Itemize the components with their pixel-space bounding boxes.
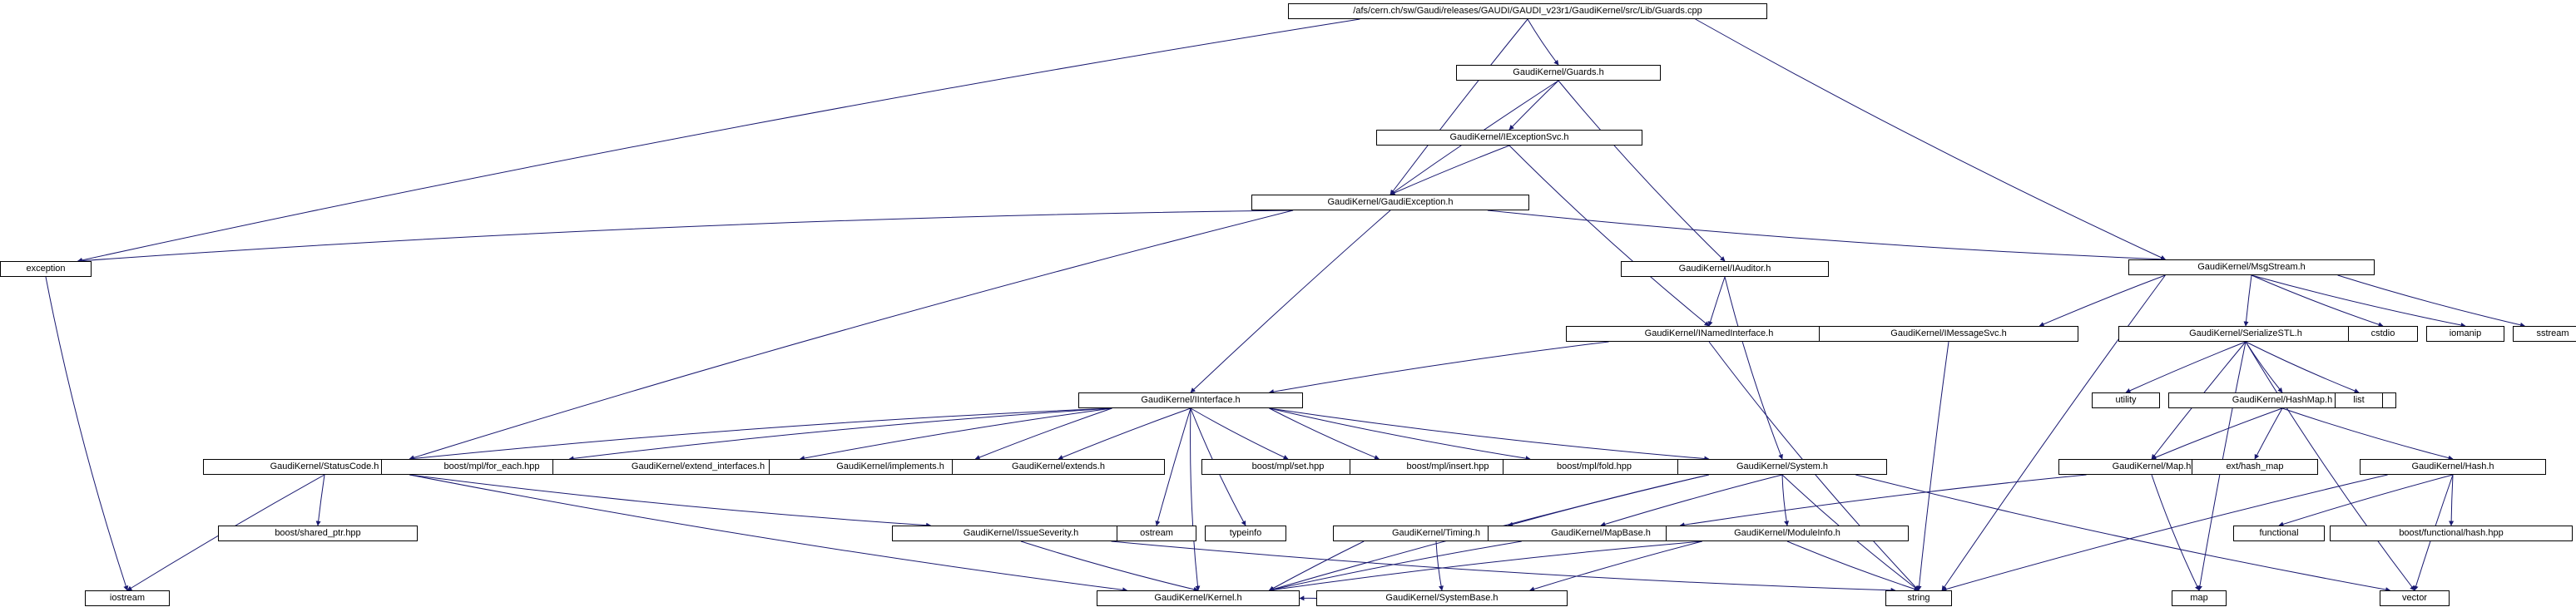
graph-edge xyxy=(409,475,930,526)
graph-node[interactable]: ostream xyxy=(1117,526,1196,541)
graph-node-root[interactable]: /afs/cern.ch/sw/Gaudi/releases/GAUDI/GAUDI_v23r1/GaudiKernel/src/Lib/Guards.cpp xyxy=(1288,3,1767,19)
graph-edge xyxy=(78,210,1294,261)
graph-node[interactable]: map xyxy=(2172,590,2227,606)
graph-edge xyxy=(1269,541,1521,590)
graph-node[interactable]: iostream xyxy=(85,590,170,606)
graph-node[interactable]: GaudiKernel/IMessageSvc.h xyxy=(1819,326,2078,342)
graph-edge xyxy=(1270,408,1380,459)
graph-node[interactable]: list xyxy=(2335,392,2383,408)
graph-edge xyxy=(1021,541,1198,590)
graph-edge xyxy=(1269,541,1364,590)
graph-node[interactable]: GaudiKernel/SystemBase.h xyxy=(1316,590,1568,606)
graph-edge xyxy=(1112,541,1896,590)
graph-edge xyxy=(46,277,127,590)
graph-edge xyxy=(2039,275,2165,326)
graph-node[interactable]: GaudiKernel/HashMap.h xyxy=(2168,392,2396,408)
graph-edge xyxy=(1509,146,1709,326)
graph-node[interactable]: vector xyxy=(2380,590,2450,606)
graph-edge xyxy=(1709,277,1725,326)
graph-edge xyxy=(2255,408,2282,459)
graph-node[interactable]: GaudiKernel/System.h xyxy=(1677,459,1887,475)
graph-edge xyxy=(569,408,1112,459)
graph-node[interactable]: GaudiKernel/Hash.h xyxy=(2360,459,2546,475)
graph-edge xyxy=(2246,342,2359,392)
graph-node[interactable]: GaudiKernel/MapBase.h xyxy=(1488,526,1714,541)
graph-node[interactable]: boost/mpl/fold.hpp xyxy=(1503,459,1686,475)
graph-node[interactable]: GaudiKernel/INamedInterface.h xyxy=(1566,326,1852,342)
graph-edge xyxy=(2246,342,2282,392)
graph-edge xyxy=(318,475,324,526)
graph-edge xyxy=(1919,342,1949,590)
graph-edge xyxy=(800,408,1112,459)
graph-node[interactable]: string xyxy=(1885,590,1952,606)
graph-edge xyxy=(1725,277,1782,459)
graph-edge xyxy=(2252,275,2383,326)
graph-node[interactable]: GaudiKernel/Guards.h xyxy=(1456,65,1661,81)
graph-edge xyxy=(1942,275,2165,590)
graph-edge xyxy=(1390,19,1528,195)
graph-node[interactable]: GaudiKernel/ModuleInfo.h xyxy=(1666,526,1909,541)
graph-edge xyxy=(1436,541,1442,590)
graph-node[interactable]: cstdio xyxy=(2348,326,2418,342)
graph-edge xyxy=(975,408,1112,459)
graph-node[interactable]: GaudiKernel/GaudiException.h xyxy=(1251,195,1529,210)
graph-node[interactable]: boost/shared_ptr.hpp xyxy=(218,526,418,541)
graph-node[interactable]: GaudiKernel/Timing.h xyxy=(1333,526,1539,541)
graph-node[interactable]: GaudiKernel/extends.h xyxy=(952,459,1165,475)
graph-node[interactable]: GaudiKernel/SerializeSTL.h xyxy=(2118,326,2373,342)
graph-edge xyxy=(1488,210,2165,259)
graph-node[interactable]: GaudiKernel/IInterface.h xyxy=(1078,392,1303,408)
graph-node[interactable]: iomanip xyxy=(2426,326,2504,342)
graph-edge xyxy=(1508,475,1709,526)
graph-edge xyxy=(1191,408,1288,459)
graph-edge xyxy=(1191,210,1390,392)
graph-edge xyxy=(78,19,1360,261)
graph-edge xyxy=(1787,541,1919,590)
graph-node[interactable]: GaudiKernel/IssueSeverity.h xyxy=(892,526,1150,541)
graph-node[interactable]: boost/mpl/for_each.hpp xyxy=(381,459,602,475)
graph-node[interactable]: GaudiKernel/MsgStream.h xyxy=(2128,259,2375,275)
graph-edge xyxy=(409,210,1293,459)
graph-edge xyxy=(1270,408,1709,459)
graph-edge xyxy=(1270,342,1609,392)
graph-edge xyxy=(1782,475,1787,526)
graph-edge xyxy=(2338,275,2525,326)
graph-node[interactable]: typeinfo xyxy=(1205,526,1286,541)
graph-edge xyxy=(2152,408,2282,459)
graph-node[interactable]: boost/functional/hash.hpp xyxy=(2330,526,2573,541)
graph-edge xyxy=(409,408,1112,459)
graph-edge xyxy=(1390,146,1509,195)
graph-edge xyxy=(2246,275,2252,326)
graph-edge xyxy=(1558,81,1725,261)
graph-edge xyxy=(2279,475,2453,526)
graph-edge xyxy=(1530,541,1702,590)
graph-node[interactable]: GaudiKernel/IAuditor.h xyxy=(1621,261,1829,277)
graph-edge xyxy=(1269,541,1702,590)
graph-edge xyxy=(1680,475,2086,526)
graph-edge xyxy=(2252,275,2465,326)
graph-node[interactable]: utility xyxy=(2092,392,2160,408)
graph-edge xyxy=(2152,475,2199,590)
graph-edge xyxy=(1601,475,1782,526)
graph-node[interactable]: exception xyxy=(0,261,92,277)
graph-edge xyxy=(1270,408,1531,459)
graph-edge xyxy=(1509,81,1558,130)
graph-node[interactable]: GaudiKernel/Map.h xyxy=(2058,459,2245,475)
graph-edge xyxy=(1528,19,1558,65)
graph-node[interactable]: GaudiKernel/IExceptionSvc.h xyxy=(1376,130,1642,146)
graph-node[interactable]: ext/hash_map xyxy=(2192,459,2318,475)
graph-edge xyxy=(2282,408,2453,459)
graph-edge xyxy=(2126,342,2246,392)
graph-edge xyxy=(1696,19,2166,259)
graph-node[interactable]: GaudiKernel/implements.h xyxy=(769,459,1012,475)
graph-node[interactable]: functional xyxy=(2233,526,2325,541)
graph-edge xyxy=(1191,408,1198,590)
graph-node[interactable]: sstream xyxy=(2513,326,2576,342)
graph-node[interactable]: GaudiKernel/Kernel.h xyxy=(1097,590,1300,606)
graph-edge xyxy=(1058,408,1191,459)
graph-node[interactable]: boost/mpl/set.hpp xyxy=(1201,459,1375,475)
graph-edge xyxy=(2451,475,2453,526)
graph-node[interactable]: GaudiKernel/extend_interfaces.h xyxy=(552,459,844,475)
graph-node[interactable]: GaudiKernel/StatusCode.h xyxy=(203,459,446,475)
graph-node[interactable]: boost/mpl/insert.hpp xyxy=(1350,459,1546,475)
